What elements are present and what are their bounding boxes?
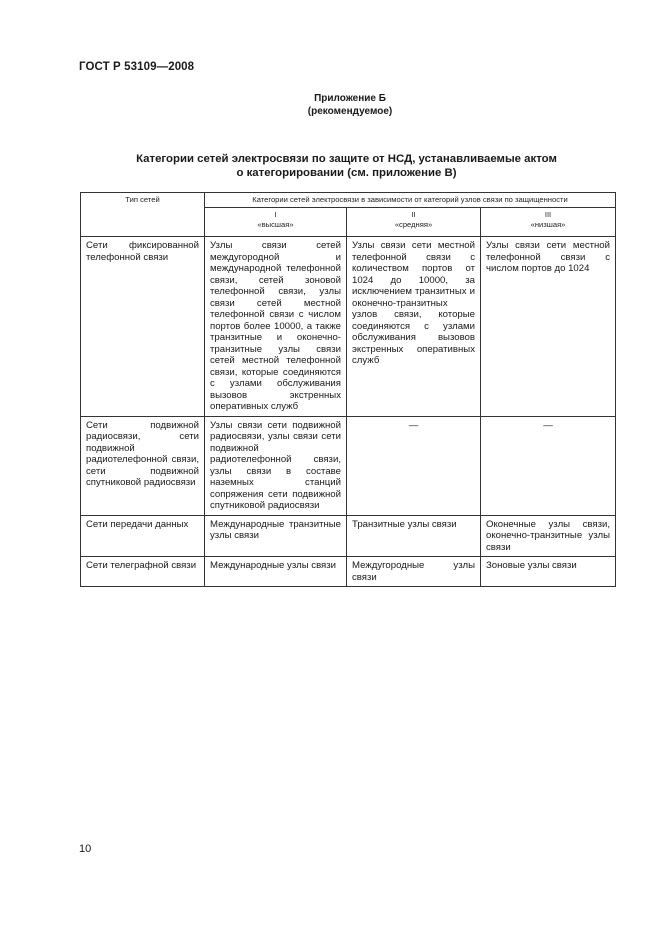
category-3-cell: — — [481, 416, 616, 515]
table-row — [81, 557, 616, 587]
table-title — [0, 152, 661, 180]
table-title-line-1: Категории сетей электросвязи по защите от НСД, устанавливаемые актом — [136, 153, 557, 165]
category-header-3 — [481, 208, 616, 237]
category-2-cell: — — [347, 416, 481, 515]
category-label: «низшая» — [530, 220, 566, 229]
network-type-cell: Сети фиксированной телефонной связи — [81, 237, 205, 417]
table-row — [81, 515, 616, 557]
page-number: 10 — [79, 843, 92, 855]
categories-table — [80, 192, 616, 587]
category-numeral: II — [411, 210, 416, 219]
category-3-cell: Узлы связи сети местной телефонной связи с числом портов до 1024 — [481, 237, 616, 417]
category-1-cell: Международные транзитные узлы связи — [205, 515, 347, 557]
category-header-2 — [347, 208, 481, 237]
network-type-cell: Сети передачи данных — [81, 515, 205, 557]
category-label: «средняя» — [394, 220, 433, 229]
category-2-cell: Узлы связи сети местной телефонной связи с количеством портов от 1024 до 10000, за исключением транзитных и оконечно-транзитных узлов связи, которые соединяются с узлами обслуживания вызовов экстренных оперативных служб — [347, 237, 481, 417]
category-3-cell: Оконечные узлы связи, оконечно-транзитные узлы связи — [481, 515, 616, 557]
network-type-cell: Сети подвижной радиосвязи, сети подвижной радиотелефонной связи, сети подвижной спутниковой радиосвязи — [81, 416, 205, 515]
category-numeral: I — [274, 210, 277, 219]
appendix-title: Приложение Б — [314, 93, 386, 104]
category-header-1 — [205, 208, 347, 237]
category-2-cell: Транзитные узлы связи — [347, 515, 481, 557]
category-1-cell: Узлы связи сети подвижной радиосвязи, узлы связи сети подвижной радиотелефонной связи, узлы связи в составе наземных станций сопряжения сети подвижной спутниковой радиосвязи — [205, 416, 347, 515]
document-header-standard-id: ГОСТ Р 53109—2008 — [79, 61, 195, 73]
column-group-header: Категории сетей электросвязи в зависимости от категорий узлов связи по защищенности — [205, 193, 616, 208]
category-numeral: III — [544, 210, 552, 219]
category-label: «высшая» — [257, 220, 294, 229]
category-1-cell: Международные узлы связи — [205, 557, 347, 587]
column-header-network-type: Тип сетей — [81, 193, 205, 237]
network-type-cell: Сети телеграфной связи — [81, 557, 205, 587]
appendix-heading — [0, 92, 661, 118]
category-1-cell: Узлы связи сетей междугородной и международной телефонной связи, сетей зоновой телефонной связи, узлы связи сетей местной телефонной связи с числом портов более 10000, а также транзитные и оконечно-транзитные узлы связи сетей местной телефонной связи, которые соединяются с узлами обслуживания вызовов экстренных оперативных служб — [205, 237, 347, 417]
appendix-subtitle: (рекомендуемое) — [307, 106, 393, 117]
category-2-cell: Междугородные узлы связи — [347, 557, 481, 587]
table-row — [81, 237, 616, 417]
table-title-line-2: о категорировании (см. приложение В) — [236, 167, 457, 179]
category-3-cell: Зоновые узлы связи — [481, 557, 616, 587]
table-row — [81, 416, 616, 515]
